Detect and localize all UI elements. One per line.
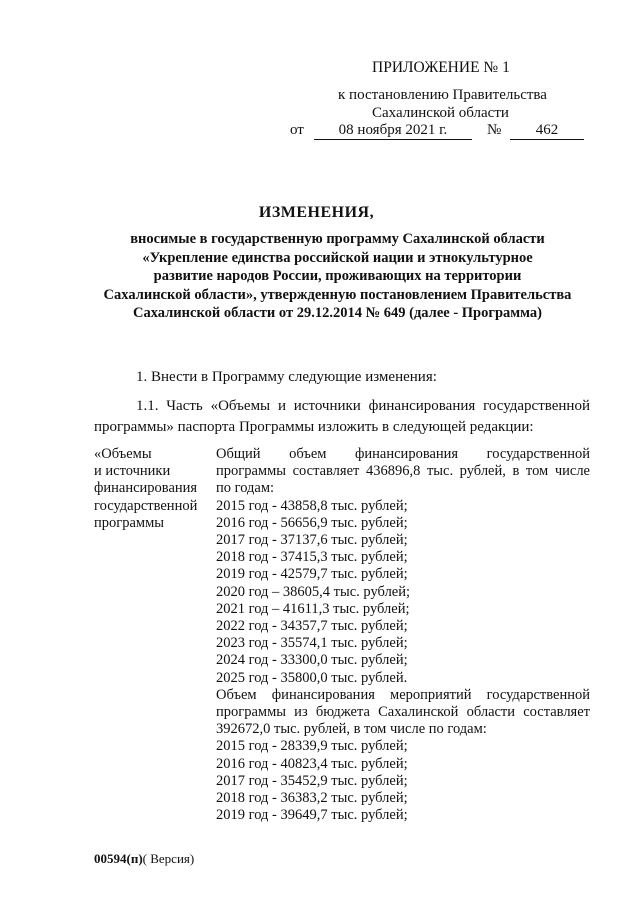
date-prefix: от xyxy=(290,122,304,138)
year-amount: 2018 год - 37415,3 тыс. рублей; xyxy=(216,549,408,566)
paragraph-1: 1. Внести в Программу следующие изменения: xyxy=(136,369,437,385)
subtitle-line: Сахалинской области от 29.12.2014 № 649 (далее - Программа) xyxy=(133,305,542,321)
year-amount: 2019 год - 42579,7 тыс. рублей; xyxy=(216,566,408,583)
label-line: программы xyxy=(94,514,164,531)
label-line: «Объемы xyxy=(94,446,152,462)
funding-table-label xyxy=(94,446,209,532)
content-line: Объем финансирования мероприятий государственной xyxy=(216,686,590,703)
year-amount: 2022 год - 34357,7 тыс. рублей; xyxy=(216,618,408,635)
document-footer xyxy=(94,851,194,867)
content-line: Общий объем финансирования государственной xyxy=(216,446,590,462)
document-subtitle xyxy=(95,230,580,323)
label-line: финансирования xyxy=(94,480,198,497)
year-amount: 2016 год - 40823,4 тыс. рублей; xyxy=(216,755,408,772)
content-line: 392672,0 тыс. рублей, в том числе по годам: xyxy=(216,721,487,738)
document-version: ( Версия) xyxy=(142,851,195,866)
content-line: программы составляет 436896,8 тыс. рублей, в том числе xyxy=(216,463,590,480)
year-amount: 2018 год - 36383,2 тыс. рублей; xyxy=(216,790,408,807)
subtitle-line: развитие народов России, проживающих на территории xyxy=(153,268,522,284)
number-prefix: № xyxy=(487,122,502,138)
label-line: государственной xyxy=(94,497,198,514)
resolution-date: 08 ноября 2021 г. xyxy=(314,122,472,140)
year-amount: 2015 год - 43858,8 тыс. рублей; xyxy=(216,497,408,514)
paragraph-line: 1.1. Часть «Объемы и источники финансирования государственной xyxy=(136,398,590,414)
subtitle-line: «Укрепление единства российской иации и этнокультурное xyxy=(142,249,533,266)
paragraph-1-1 xyxy=(94,396,590,438)
year-amount: 2021 год – 41611,3 тыс. рублей; xyxy=(216,600,410,617)
appendix-label: ПРИЛОЖЕНИЕ № 1 xyxy=(372,59,510,76)
year-amount: 2017 год - 35452,9 тыс. рублей; xyxy=(216,772,408,789)
resolution-date-number xyxy=(290,122,590,142)
subtitle-line: Сахалинской области», утвержденную постановлением Правительства xyxy=(103,286,572,303)
year-amount: 2019 год - 39649,7 тыс. рублей; xyxy=(216,807,408,824)
content-line: программы из бюджета Сахалинской области составляет xyxy=(216,704,590,721)
document-code: 00594(п) xyxy=(94,851,143,866)
year-amount: 2025 год - 35800,0 тыс. рублей. xyxy=(216,669,408,686)
year-amount: 2015 год - 28339,9 тыс. рублей; xyxy=(216,738,408,755)
year-amount: 2023 год - 35574,1 тыс. рублей; xyxy=(216,635,408,652)
content-line: по годам: xyxy=(216,480,275,497)
year-amount: 2016 год - 56656,9 тыс. рублей; xyxy=(216,514,408,531)
year-amount: 2017 год - 37137,6 тыс. рублей; xyxy=(216,532,408,549)
subtitle-line: вносимые в государственную программу Сахалинской области xyxy=(130,231,545,247)
paragraph-line: программы» паспорта Программы изложить в следующей редакции: xyxy=(94,419,534,435)
funding-table-content xyxy=(216,446,590,824)
label-line: и источники xyxy=(94,463,171,480)
document-title: ИЗМЕНЕНИЯ, xyxy=(258,204,375,221)
resolution-reference: к постановлению Правительства xyxy=(338,87,547,103)
resolution-number: 462 xyxy=(510,122,584,140)
year-amount: 2020 год – 38605,4 тыс. рублей; xyxy=(216,583,411,600)
year-amount: 2024 год - 33300,0 тыс. рублей; xyxy=(216,652,408,669)
region-name: Сахалинской области xyxy=(372,105,509,121)
